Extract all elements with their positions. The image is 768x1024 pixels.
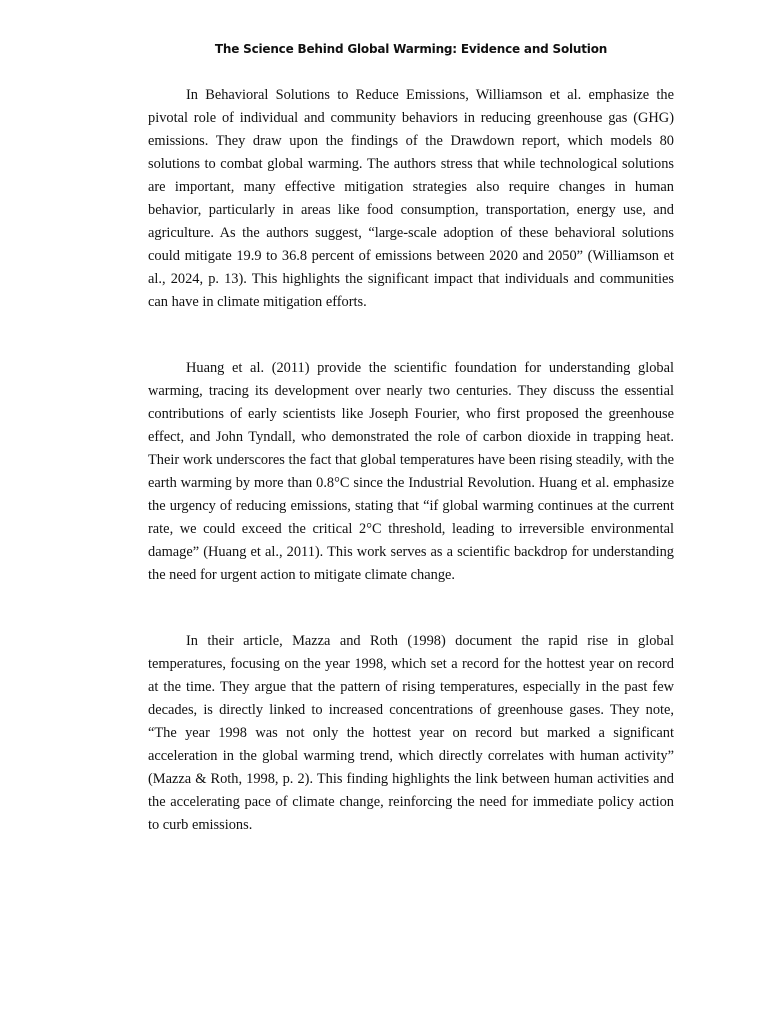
document-title: The Science Behind Global Warming: Evidence and Solution: [214, 42, 608, 56]
paragraph-huang: Huang et al. (2011) provide the scientific foundation for understanding global warming, tracing its development over nearly two centuries. They discuss the essential contributions of early scientists like Joseph Fourier, who first proposed the greenhouse effect, and John Tyndall, who demonstrated the role of carbon dioxide in trapping heat. Their work underscores the fact that global temperatures have been rising steadily, with the earth warming by more than 0.8°C since the Industrial Revolution. Huang et al. emphasize the urgency of reducing emissions, stating that “if global warming continues at the current rate, we could exceed the critical 2°C threshold, leading to irreversible environmental damage” (Huang et al., 2011). This work serves as a scientific backdrop for understanding the need for urgent action to mitigate climate change.: [148, 360, 674, 583]
paragraph-mazza-roth: In their article, Mazza and Roth (1998) document the rapid rise in global temperatures, focusing on the year 1998, which set a record for the hottest year on record at the time. They argue that the pattern of rising temperatures, especially in the past few decades, is directly linked to increased concentrations of greenhouse gases. They note, “The year 1998 was not only the hottest year on record but marked a significant acceleration in the global warming trend, which directly correlates with human activity” (Mazza & Roth, 1998, p. 2). This finding highlights the link between human activities and the accelerating pace of climate change, reinforcing the need for immediate policy action to curb emissions.: [148, 633, 674, 833]
document-body: [148, 84, 674, 837]
paragraph-williamson: In Behavioral Solutions to Reduce Emissions, Williamson et al. emphasize the pivotal role of individual and community behaviors in reducing greenhouse gas (GHG) emissions. They draw upon the findings of the Drawdown report, which models 80 solutions to combat global warming. The authors stress that while technological solutions are important, many effective mitigation strategies also require changes in human behavior, particularly in areas like food consumption, transportation, energy use, and agriculture. As the authors suggest, “large-scale adoption of these behavioral solutions could mitigate 19.9 to 36.8 percent of emissions between 2020 and 2050” (Williamson et al., 2024, p. 13). This highlights the significant impact that individuals and communities can have in climate mitigation efforts.: [148, 87, 674, 310]
